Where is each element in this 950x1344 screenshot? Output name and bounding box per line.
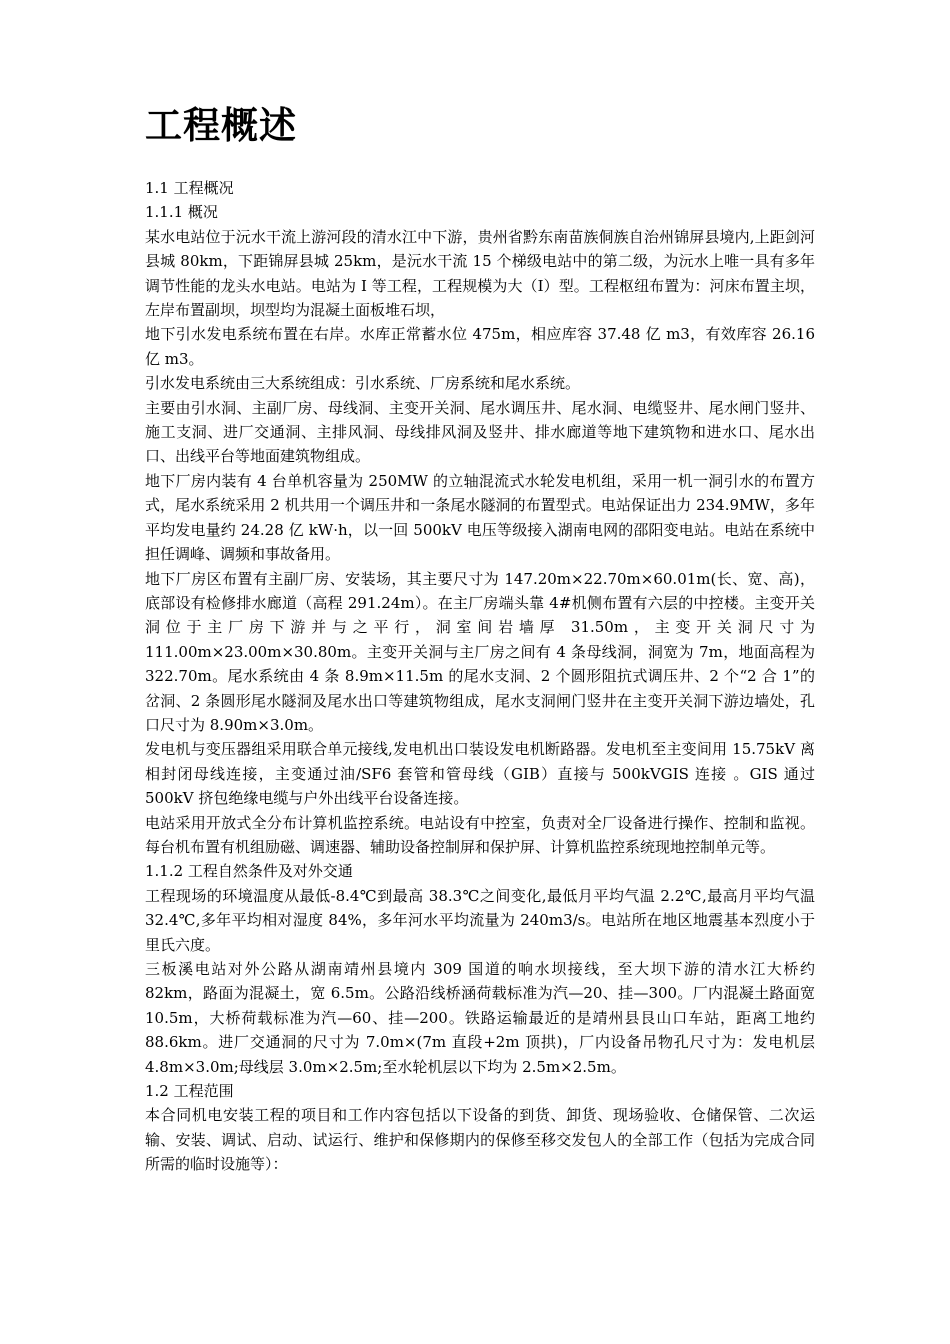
section-heading-1-1: 1.1 工程概况 [145, 179, 234, 197]
document-page [145, 100, 815, 1177]
section-heading-1-1-1: 1.1.1 概况 [145, 203, 218, 222]
paragraph-powerhouse: 地下厂房区布置有主副厂房、安装场，其主要尺寸为 147.20m×22.70m×60.01m(长、宽、高)，底部设有检修排水廊道（高程 291.24m）。在主厂房端头靠 4#机侧布置有六层的中控楼。主变开关洞位于主厂房下游并与之平行，洞室间岩墙厚 31.50m，主变开关洞尺寸为 111.00m×23.00m×30.80m。主变开关洞与主厂房之间有 4 条母线洞，洞宽为 7m，地面高程为 322.70m。尾水系统由 4 条 8.9m×11.5m 的尾水支洞、2 个圆形阻抗式调压井、2 个“2 合 1”的岔洞、2 条圆形尾水隧洞及尾水出口等建筑物组成，尾水支洞闸门竖井在主变开关洞下游边墙处，孔口尺寸为 8.90m×3.0m。 [145, 569, 815, 734]
paragraph-systems: 引水发电系统由三大系统组成：引水系统、厂房系统和尾水系统。 [145, 374, 581, 393]
paragraph-units: 地下厂房内装有 4 台单机容量为 250MW 的立轴混流式水轮发电机组，采用一机一洞引水的布置方式，尾水系统采用 2 机共用一个调压井和一条尾水隧洞的布置型式。电站保证出力 234.9MW，多年平均发电量约 24.28 亿 kW·h，以一回 500kV 电压等级接入湖南电网的邵阳变电站。电站在系统中担任调峰、调频和事故备用。 [145, 471, 815, 564]
paragraph-structures: 主要由引水洞、主副厂房、母线洞、主变开关洞、尾水调压井、尾水洞、电缆竖井、尾水闸门竖井、施工支洞、进厂交通洞、主排风洞、母线排风洞及竖井、排水廊道等地下建筑物和进水口、尾水出口、出线平台等地面建筑物组成。 [145, 398, 815, 466]
paragraph-electrical: 发电机与变压器组采用联合单元接线,发电机出口装设发电机断路器。发电机至主变间用 15.75kV 离相封闭母线连接，主变通过油/SF6 套管和管母线（GIB）直接与 500kVGIS 连接 。GIS 通过 500kV 挤包绝缘电缆与户外出线平台设备连接。 [145, 740, 815, 808]
section-heading-1-2: 1.2 工程范围 [145, 1082, 234, 1101]
paragraph-reservoir: 地下引水发电系统布置在右岸。水库正常蓄水位 475m，相应库容 37.48 亿 m3，有效库容 26.16 亿 m3。 [145, 325, 815, 368]
paragraph-monitoring: 电站采用开放式全分布计算机监控系统。电站设有中控室，负责对全厂设备进行操作、控制和监视。每台机布置有机组励磁、调速器、辅助设备控制屏和保护屏、计算机监控系统现地控制单元等。 [145, 813, 815, 856]
paragraph-transport: 三板溪电站对外公路从湖南靖州县境内 309 国道的响水坝接线，至大坝下游的清水江大桥约 82km，路面为混凝土，宽 6.5m。公路沿线桥涵荷载标准为汽—20、挂—300。厂内混凝土路面宽 10.5m，大桥荷载标准为汽—60、挂—200。铁路运输最近的是靖州县艮山口车站，距离工地约 88.6km。进厂交通洞的尺寸为 7.0m×(7m 直段+2m 顶拱)，厂内设备吊物孔尺寸为：发电机层 4.8m×3.0m;母线层 3.0m×2.5m;至水轮机层以下均为 2.5m×2.5m。 [145, 960, 815, 1076]
section-heading-1-1-2: 1.1.2 工程自然条件及对外交通 [145, 862, 353, 881]
paragraph-climate: 工程现场的环境温度从最低-8.4℃到最高 38.3℃之间变化,最低月平均气温 2.2℃,最高月平均气温 32.4℃,多年平均相对湿度 84%，多年河水平均流量为 240m3/s。电站所在地区地震基本烈度小于里氏六度。 [145, 886, 815, 954]
paragraph-scope: 本合同机电安装工程的项目和工作内容包括以下设备的到货、卸货、现场验收、仓储保管、二次运输、安装、调试、启动、试运行、维护和保修期内的保修至移交发包人的全部工作（包括为完成合同所需的临时设施等）： [145, 1106, 815, 1174]
document-title: 工程概述 [145, 104, 297, 147]
paragraph-overview: 某水电站位于沅水干流上游河段的清水江中下游，贵州省黔东南苗族侗族自治州锦屏县境内,上距剑河县城 80km，下距锦屏县城 25km，是沅水干流 15 个梯级电站中的第二级，为沅水上唯一具有多年调节性能的龙头水电站。电站为 I 等工程，工程规模为大（I）型。工程枢纽布置为：河床布置主坝，左岸布置副坝，坝型均为混凝土面板堆石坝， [145, 227, 815, 320]
